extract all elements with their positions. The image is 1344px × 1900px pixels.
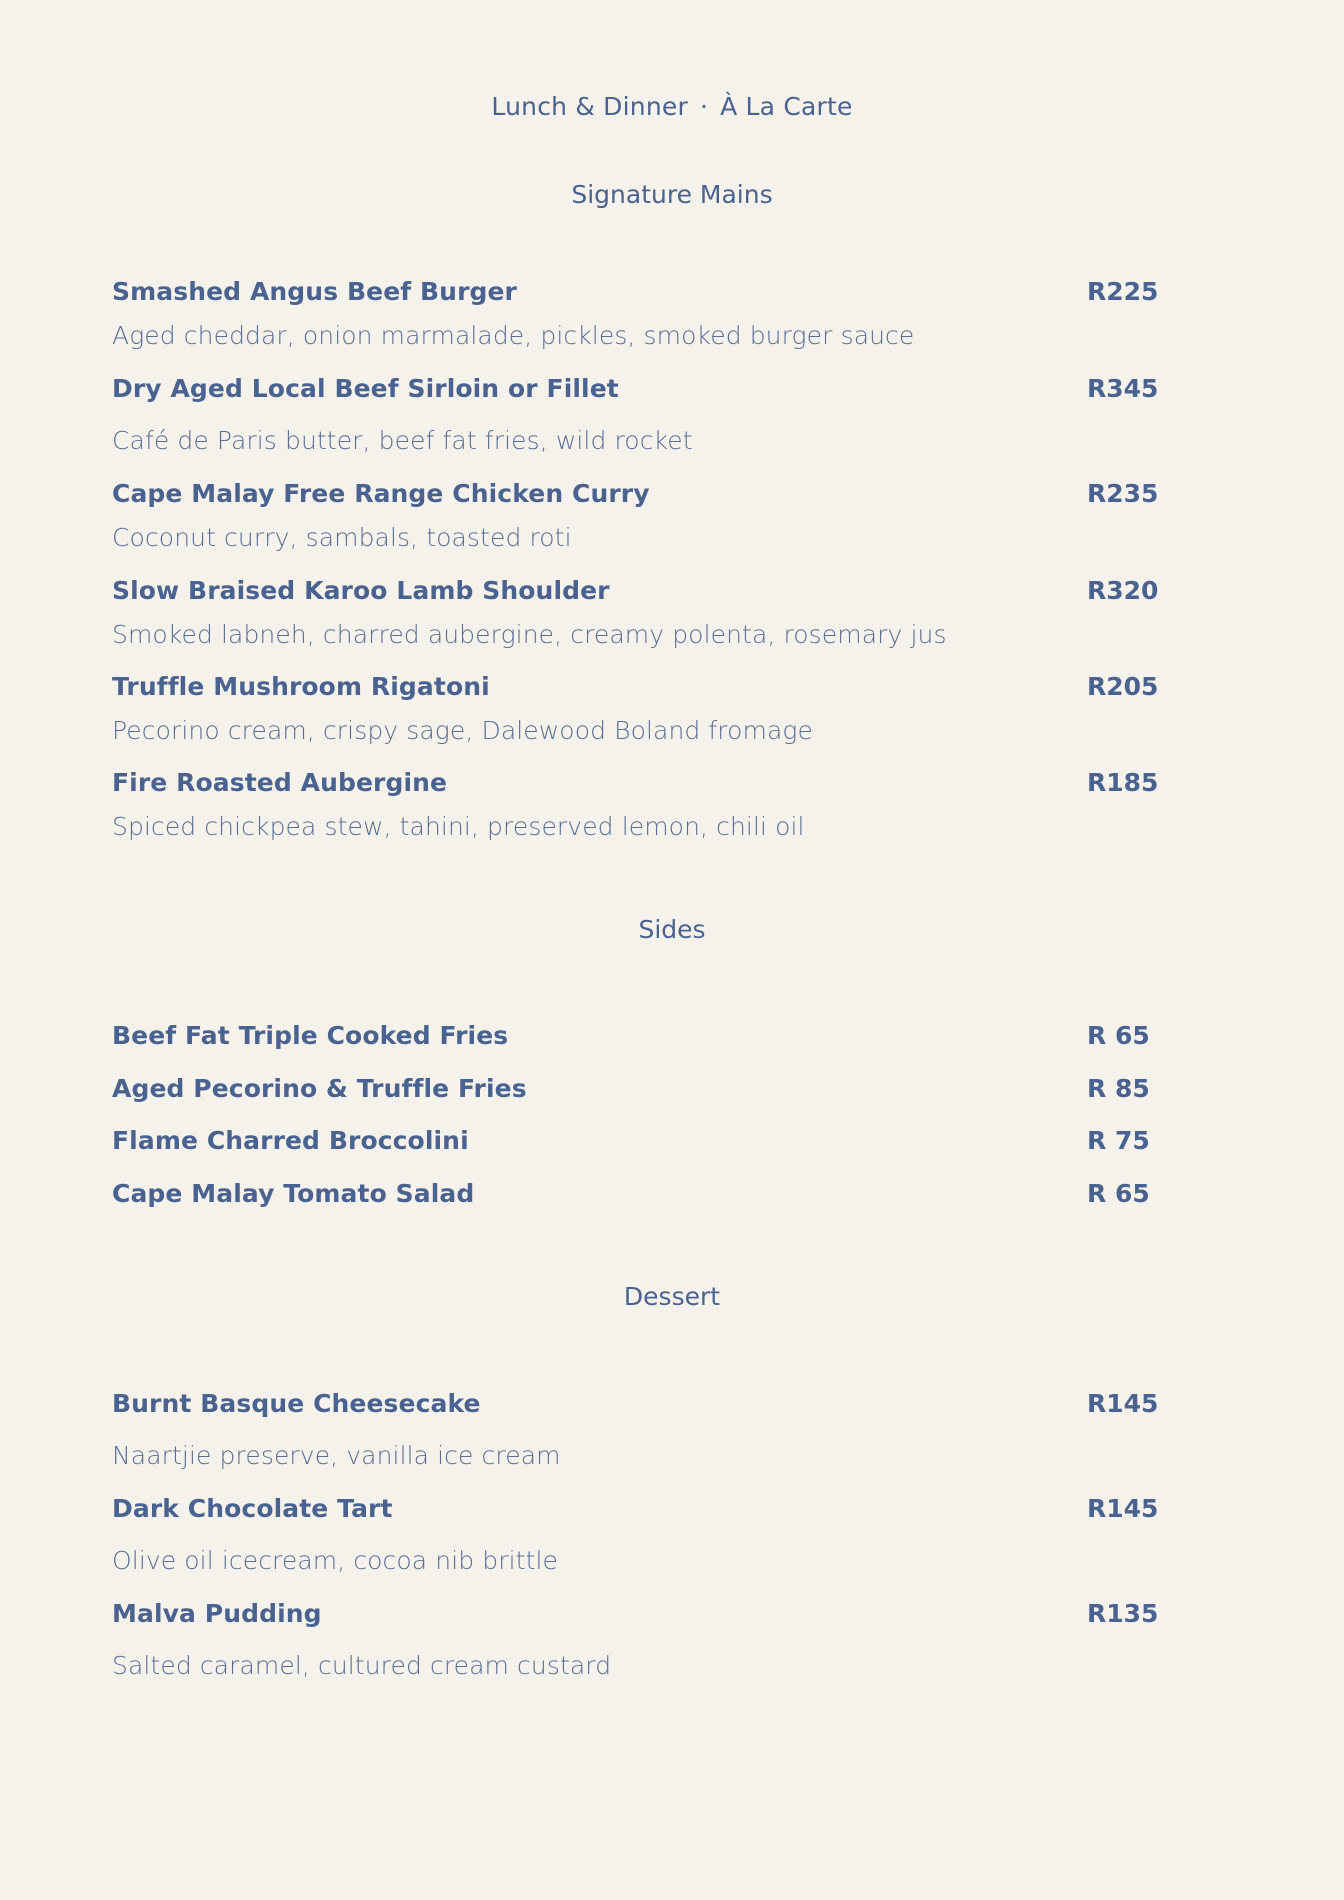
menu-item-description: Coconut curry, sambals, toasted roti xyxy=(112,523,572,552)
menu-item-price: R135 xyxy=(1087,1599,1159,1628)
menu-item-price: R 65 xyxy=(1087,1021,1150,1050)
menu-item-name: Cape Malay Tomato Salad xyxy=(112,1179,475,1208)
menu-item-price: R 65 xyxy=(1087,1179,1150,1208)
menu-item-price: R 75 xyxy=(1087,1126,1150,1155)
menu-item-name: Truffle Mushroom Rigatoni xyxy=(112,672,490,701)
menu-item-name: Beef Fat Triple Cooked Fries xyxy=(112,1021,509,1050)
menu-item-price: R225 xyxy=(1087,277,1159,306)
menu-item-description: Naartjie preserve, vanilla ice cream xyxy=(112,1441,561,1470)
menu-item-price: R205 xyxy=(1087,672,1159,701)
menu-item-description: Smoked labneh, charred aubergine, creamy polenta, rosemary jus xyxy=(112,620,947,649)
menu-item-price: R 85 xyxy=(1087,1074,1150,1103)
menu-item-name: Smashed Angus Beef Burger xyxy=(112,277,517,306)
menu-item-price: R185 xyxy=(1087,768,1159,797)
menu-item-description: Aged cheddar, onion marmalade, pickles, smoked burger sauce xyxy=(112,321,915,350)
menu-item-name: Cape Malay Free Range Chicken Curry xyxy=(112,479,650,508)
menu-item-description: Pecorino cream, crispy sage, Dalewood Boland fromage xyxy=(112,716,813,745)
menu-item-price: R345 xyxy=(1087,374,1159,403)
menu-item-description: Salted caramel, cultured cream custard xyxy=(112,1651,612,1680)
menu-item-description: Café de Paris butter, beef fat fries, wild rocket xyxy=(112,426,693,455)
menu-header xyxy=(0,92,1344,121)
menu-item-price: R145 xyxy=(1087,1389,1159,1418)
header-meal-label: Lunch & Dinner xyxy=(491,92,688,121)
menu-item-description: Olive oil icecream, cocoa nib brittle xyxy=(112,1546,558,1575)
section-title-sides: Sides xyxy=(638,915,706,944)
menu-item-price: R145 xyxy=(1087,1494,1159,1523)
menu-item-description: Spiced chickpea stew, tahini, preserved lemon, chili oil xyxy=(112,812,805,841)
menu-item-price: R320 xyxy=(1087,576,1159,605)
menu-item-name: Flame Charred Broccolini xyxy=(112,1126,469,1155)
section-title-mains: Signature Mains xyxy=(571,180,773,209)
menu-item-name: Aged Pecorino & Truffle Fries xyxy=(112,1074,527,1103)
menu-item-name: Dark Chocolate Tart xyxy=(112,1494,393,1523)
menu-item-name: Fire Roasted Aubergine xyxy=(112,768,448,797)
header-style-label: À La Carte xyxy=(720,92,853,121)
section-title-dessert: Dessert xyxy=(623,1282,721,1311)
menu-item-name: Burnt Basque Cheesecake xyxy=(112,1389,481,1418)
header-separator: · xyxy=(699,92,709,121)
menu-item-name: Dry Aged Local Beef Sirloin or Fillet xyxy=(112,374,619,403)
menu-item-name: Malva Pudding xyxy=(112,1599,322,1628)
menu-item-price: R235 xyxy=(1087,479,1159,508)
menu-item-name: Slow Braised Karoo Lamb Shoulder xyxy=(112,576,610,605)
